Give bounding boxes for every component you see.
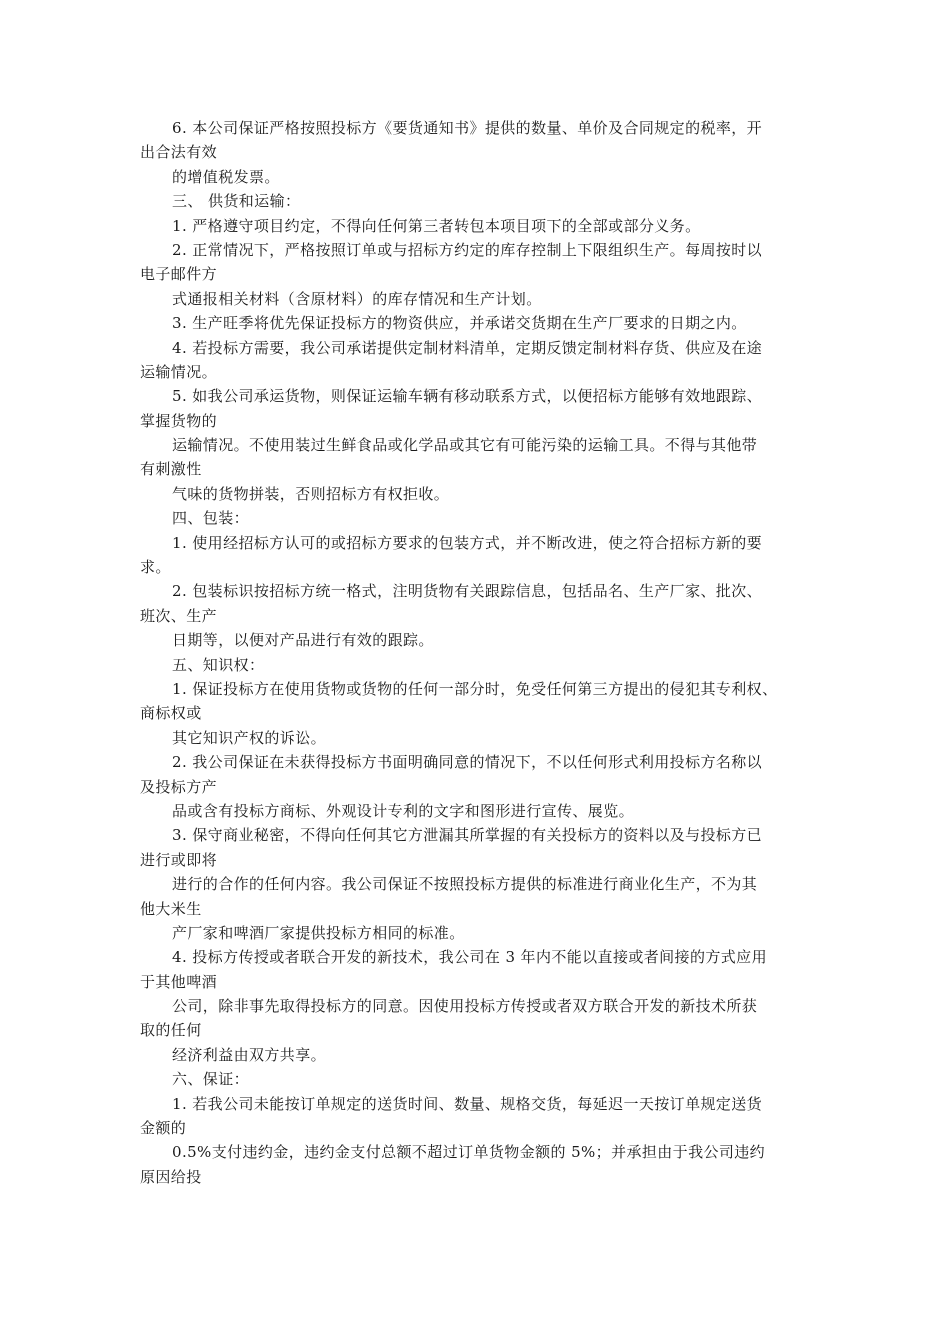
document-line: 他大米生 <box>140 899 202 918</box>
document-line: 有刺激性 <box>140 460 202 479</box>
document-line: 1. 使用经招标方认可的或招标方要求的包装方式，并不断改进，使之符合招标方新的要 <box>172 533 763 552</box>
document-line: 进行或即将 <box>140 850 218 869</box>
document-line: 进行的合作的任何内容。我公司保证不按照投标方提供的标准进行商业化生产，不为其 <box>172 875 758 894</box>
document-line: 5. 如我公司承运货物，则保证运输车辆有移动联系方式，以便招标方能够有效地跟踪、 <box>172 387 763 406</box>
document-line: 三、 供货和运输： <box>172 192 301 211</box>
document-body <box>140 116 815 1189</box>
document-line: 品或含有投标方商标、外观设计专利的文字和图形进行宣传、展览。 <box>172 801 635 820</box>
document-line: 气味的货物拼装，否则招标方有权拒收。 <box>172 484 450 503</box>
document-line: 1. 保证投标方在使用货物或货物的任何一部分时，免受任何第三方提出的侵犯其专利权、 <box>172 679 778 698</box>
document-line: 商标权或 <box>140 704 202 723</box>
document-line: 出合法有效 <box>140 143 218 162</box>
document-line: 六、保证： <box>172 1070 250 1089</box>
document-line: 4. 若投标方需要，我公司承诺提供定制材料清单，定期反馈定制材料存货、供应及在途 <box>172 338 763 357</box>
document-line: 原因给投 <box>140 1167 202 1186</box>
document-line: 掌握货物的 <box>140 411 218 430</box>
document-line: 取的任何 <box>140 1021 202 1040</box>
document-line: 五、知识权： <box>172 655 265 674</box>
document-line: 6. 本公司保证严格按照投标方《要货通知书》提供的数量、单价及合同规定的税率，开 <box>172 119 763 137</box>
document-line: 公司，除非事先取得投标方的同意。因使用投标方传授或者双方联合开发的新技术所获 <box>172 997 758 1016</box>
document-line: 求。 <box>140 558 171 577</box>
document-line: 其它知识产权的诉讼。 <box>172 728 327 747</box>
document-line: 的增值税发票。 <box>172 167 280 186</box>
document-line: 0.5%支付违约金，违约金支付总额不超过订单货物金额的 5%；并承担由于我公司违约 <box>172 1143 766 1162</box>
document-line: 2. 正常情况下，严格按照订单或与招标方约定的库存控制上下限组织生产。每周按时以 <box>172 240 763 259</box>
document-line: 运输情况。 <box>140 362 218 381</box>
document-line: 四、包装： <box>172 509 250 528</box>
document-line: 4. 投标方传授或者联合开发的新技术，我公司在 3 年内不能以直接或者间接的方式应用 <box>172 948 767 967</box>
document-line: 经济利益由双方共享。 <box>172 1045 327 1064</box>
document-line: 3. 生产旺季将优先保证投标方的物资供应，并承诺交货期在生产厂要求的日期之内。 <box>172 314 747 333</box>
document-line: 日期等，以便对产品进行有效的跟踪。 <box>172 631 434 650</box>
document-line: 及投标方产 <box>140 777 218 796</box>
document-line: 1. 若我公司未能按订单规定的送货时间、数量、规格交货，每延迟一天按订单规定送货 <box>172 1094 763 1113</box>
document-line: 电子邮件方 <box>140 265 218 284</box>
document-line: 班次、生产 <box>140 606 218 625</box>
document-line: 产厂家和啤酒厂家提供投标方相同的标准。 <box>172 923 465 942</box>
document-line: 3. 保守商业秘密，不得向任何其它方泄漏其所掌握的有关投标方的资料以及与投标方已 <box>172 826 763 845</box>
document-line: 1. 严格遵守项目约定，不得向任何第三者转包本项目项下的全部或部分义务。 <box>172 216 701 235</box>
document-line: 2. 我公司保证在未获得投标方书面明确同意的情况下，不以任何形式利用投标方名称以 <box>172 753 763 772</box>
document-line: 金额的 <box>140 1119 187 1138</box>
document-line: 于其他啤酒 <box>140 972 218 991</box>
document-line: 式通报相关材料（含原材料）的库存情况和生产计划。 <box>172 289 542 308</box>
document-line: 2. 包装标识按招标方统一格式，注明货物有关跟踪信息，包括品名、生产厂家、批次、 <box>172 582 763 601</box>
document-line: 运输情况。不使用装过生鲜食品或化学品或其它有可能污染的运输工具。不得与其他带 <box>172 436 758 455</box>
